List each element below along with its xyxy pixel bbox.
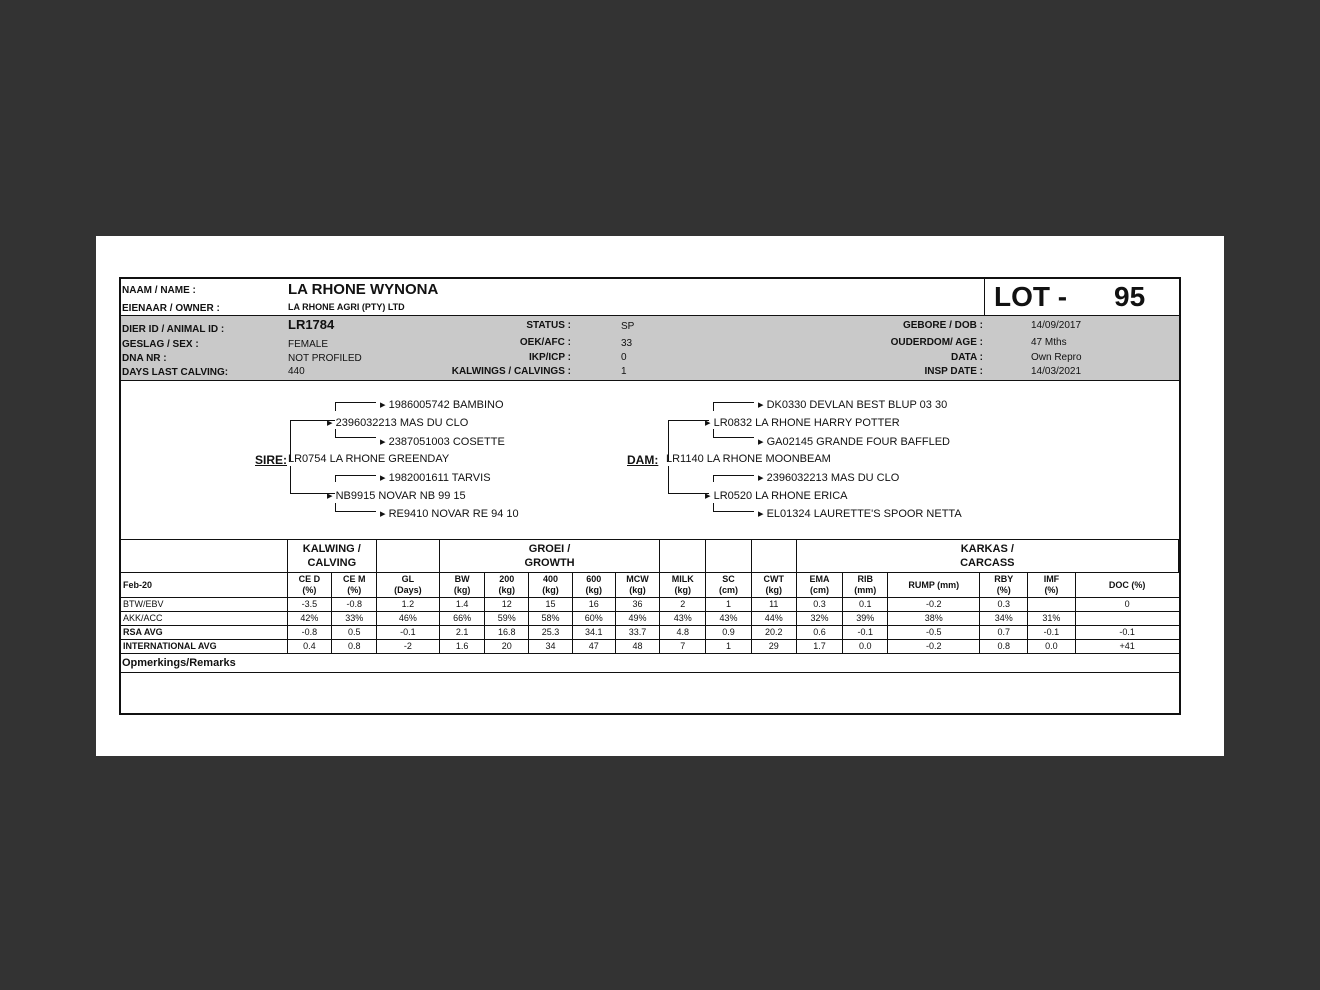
column-header: DOC (%) (1075, 573, 1178, 598)
column-header: BW (kg) (439, 573, 485, 598)
status-value: SP (621, 321, 635, 332)
dam-dam-sire: ▸ 2396032213 MAS DU CLO (758, 472, 900, 484)
table-cell: 0.3 (980, 598, 1028, 612)
table-cell: 36 (615, 598, 660, 612)
table-cell: 0.0 (843, 640, 888, 654)
table-cell: 11 (751, 598, 796, 612)
table-cell: 42% (287, 612, 332, 626)
data-label: DATA : (950, 352, 983, 363)
age-label: OUDERDOM/ AGE : (890, 337, 983, 348)
calvings-label: KALWINGS / CALVINGS : (451, 366, 571, 377)
table-cell: -0.1 (843, 626, 888, 640)
table-cell: 60% (572, 612, 615, 626)
days-calving-value: 440 (288, 366, 305, 377)
row-label: RSA AVG (121, 626, 287, 640)
table-cell: 25.3 (529, 626, 573, 640)
name-label: NAAM / NAME : (122, 285, 196, 296)
afc-label: OEK/AFC : (519, 337, 571, 348)
table-cell: 16 (572, 598, 615, 612)
lot-label: LOT - (994, 281, 1068, 312)
table-cell: 16.8 (485, 626, 529, 640)
table-cell: 20 (485, 640, 529, 654)
table-row (121, 612, 1179, 626)
row-label: AKK/ACC (121, 612, 287, 626)
column-header: 200 (kg) (485, 573, 529, 598)
arrow-right-icon: ▸ (758, 472, 764, 484)
table-cell: 2.1 (439, 626, 485, 640)
arrow-right-icon: ▸ (380, 508, 386, 520)
remarks-label: Opmerkings/Remarks (122, 657, 236, 669)
dam-label: DAM: (627, 453, 659, 467)
table-cell: 33% (332, 612, 377, 626)
sire-sire: ▸ 2396032213 MAS DU CLO (327, 417, 469, 429)
table-cell: 38% (888, 612, 980, 626)
column-header: EMA (cm) (796, 573, 843, 598)
table-cell: -3.5 (287, 598, 332, 612)
column-header: 400 (kg) (529, 573, 573, 598)
dam-dam-dam: ▸ EL01324 LAURETTE'S SPOOR NETTA (758, 508, 962, 520)
period-label: Feb-20 (121, 573, 287, 598)
dam-name: LR1140 LA RHONE MOONBEAM (666, 453, 831, 465)
dam-sire-sire: ▸ DK0330 DEVLAN BEST BLUP 03 30 (758, 399, 948, 411)
arrow-right-icon: ▸ (758, 436, 764, 448)
table-cell: 4.8 (660, 626, 706, 640)
animal-info-card (119, 277, 1181, 715)
table-cell: 1 (706, 640, 752, 654)
table-cell: 0.1 (843, 598, 888, 612)
table-cell: +41 (1075, 640, 1178, 654)
table-cell: -0.1 (1028, 626, 1076, 640)
table-cell: 43% (706, 612, 752, 626)
ebv-table (121, 539, 1179, 654)
table-cell: 29 (751, 640, 796, 654)
ebv-rows (121, 598, 1179, 654)
sire-sire-dam: ▸ 2387051003 COSETTE (380, 436, 505, 448)
table-cell: 34 (529, 640, 573, 654)
table-cell: 12 (485, 598, 529, 612)
table-cell: 0.9 (706, 626, 752, 640)
calving-group-header: KALWING / CALVING (287, 540, 377, 573)
column-header: CE D (%) (287, 573, 332, 598)
icp-value: 0 (621, 352, 627, 363)
arrow-right-icon: ▸ (705, 490, 711, 502)
table-cell: -0.2 (888, 598, 980, 612)
dna-label: DNA NR : (122, 353, 167, 364)
arrow-right-icon: ▸ (327, 417, 333, 429)
table-cell: 47 (572, 640, 615, 654)
table-cell: 39% (843, 612, 888, 626)
dob-value: 14/09/2017 (1031, 320, 1082, 331)
table-cell: 44% (751, 612, 796, 626)
animal-id-label: DIER ID / ANIMAL ID : (122, 324, 225, 335)
arrow-right-icon: ▸ (705, 417, 711, 429)
table-cell: 0.5 (332, 626, 377, 640)
data-value: Own Repro (1031, 352, 1082, 363)
column-header: MILK (kg) (660, 573, 706, 598)
group-header-row (121, 540, 1179, 573)
column-header: 600 (kg) (572, 573, 615, 598)
table-cell: -0.5 (888, 626, 980, 640)
table-cell: 34.1 (572, 626, 615, 640)
table-cell (1028, 598, 1076, 612)
arrow-right-icon: ▸ (758, 508, 764, 520)
sex-label: GESLAG / SEX : (122, 339, 199, 350)
sire-label: SIRE: (255, 453, 288, 467)
arrow-right-icon: ▸ (380, 399, 386, 411)
table-cell: 49% (615, 612, 660, 626)
table-cell: -0.8 (332, 598, 377, 612)
arrow-right-icon: ▸ (758, 399, 764, 411)
lot-number: 95 (1114, 281, 1146, 312)
status-label: STATUS : (526, 320, 571, 331)
dam-dam: ▸ LR0520 LA RHONE ERICA (705, 490, 848, 502)
arrow-right-icon: ▸ (380, 436, 386, 448)
column-header: GL (Days) (377, 573, 440, 598)
animal-id-value: LR1784 (288, 317, 335, 332)
table-cell: 0.8 (980, 640, 1028, 654)
column-header: CE M (%) (332, 573, 377, 598)
carcass-group-header: KARKAS / CARCASS (796, 540, 1178, 573)
afc-value: 33 (621, 338, 633, 349)
icp-label: IKP/ICP : (528, 352, 571, 363)
table-cell: 33.7 (615, 626, 660, 640)
dam-sire: ▸ LR0832 LA RHONE HARRY POTTER (705, 417, 900, 429)
sire-name: LR0754 LA RHONE GREENDAY (288, 453, 450, 465)
table-cell: 66% (439, 612, 485, 626)
dna-value: NOT PROFILED (288, 353, 362, 364)
remarks-row (121, 657, 1179, 673)
dob-label: GEBORE / DOB : (902, 320, 983, 331)
table-cell: 20.2 (751, 626, 796, 640)
sire-sire-sire: ▸ 1986005742 BAMBINO (380, 399, 504, 411)
table-cell: 43% (660, 612, 706, 626)
table-cell: 2 (660, 598, 706, 612)
table-cell: -0.1 (1075, 626, 1178, 640)
sire-dam-sire: ▸ 1982001611 TARVIS (380, 472, 491, 484)
table-cell: 1.6 (439, 640, 485, 654)
row-label: INTERNATIONAL AVG (121, 640, 287, 654)
table-cell: 0.8 (332, 640, 377, 654)
column-header: RBY (%) (980, 573, 1028, 598)
table-row (121, 598, 1179, 612)
animal-name: LA RHONE WYNONA (288, 281, 439, 298)
growth-group-header: GROEI / GROWTH (439, 540, 660, 573)
table-cell: 34% (980, 612, 1028, 626)
table-cell: 7 (660, 640, 706, 654)
table-cell: 0.4 (287, 640, 332, 654)
table-cell: 58% (529, 612, 573, 626)
table-cell: 0.0 (1028, 640, 1076, 654)
owner-label: EIENAAR / OWNER : (122, 303, 220, 314)
table-cell: 46% (377, 612, 440, 626)
column-header: SC (cm) (706, 573, 752, 598)
table-cell: -2 (377, 640, 440, 654)
table-cell: -0.8 (287, 626, 332, 640)
lot-box (984, 279, 1180, 315)
calvings-value: 1 (621, 366, 627, 377)
sire-dam-dam: ▸ RE9410 NOVAR RE 94 10 (380, 508, 519, 520)
table-cell: -0.2 (888, 640, 980, 654)
arrow-right-icon: ▸ (380, 472, 386, 484)
row-label: BTW/EBV (121, 598, 287, 612)
dam-sire-dam: ▸ GA02145 GRANDE FOUR BAFFLED (758, 436, 950, 448)
column-header: MCW (kg) (615, 573, 660, 598)
insp-date-label: INSP DATE : (924, 366, 983, 377)
column-header: CWT (kg) (751, 573, 796, 598)
arrow-right-icon: ▸ (327, 490, 333, 502)
column-header: RIB (mm) (843, 573, 888, 598)
owner-value: LA RHONE AGRI (PTY) LTD (288, 302, 405, 312)
table-cell (1075, 612, 1178, 626)
column-header: RUMP (mm) (888, 573, 980, 598)
column-header-row (121, 573, 1179, 598)
table-cell: 59% (485, 612, 529, 626)
table-cell: 48 (615, 640, 660, 654)
details-band (121, 315, 1179, 381)
table-row (121, 626, 1179, 640)
table-cell: 1.7 (796, 640, 843, 654)
table-cell: 1 (706, 598, 752, 612)
table-cell: 32% (796, 612, 843, 626)
table-cell: 1.2 (377, 598, 440, 612)
table-cell: -0.1 (377, 626, 440, 640)
age-value: 47 Mths (1031, 337, 1067, 348)
days-calving-label: DAYS LAST CALVING: (122, 367, 229, 378)
table-cell: 15 (529, 598, 573, 612)
sire-dam: ▸ NB9915 NOVAR NB 99 15 (327, 490, 466, 502)
sex-value: FEMALE (288, 339, 329, 350)
table-cell: 0.7 (980, 626, 1028, 640)
table-cell: 31% (1028, 612, 1076, 626)
table-row (121, 640, 1179, 654)
insp-date-value: 14/03/2021 (1031, 366, 1082, 377)
column-header: IMF (%) (1028, 573, 1076, 598)
table-cell: 0.6 (796, 626, 843, 640)
table-cell: 0 (1075, 598, 1178, 612)
table-cell: 1.4 (439, 598, 485, 612)
table-cell: 0.3 (796, 598, 843, 612)
